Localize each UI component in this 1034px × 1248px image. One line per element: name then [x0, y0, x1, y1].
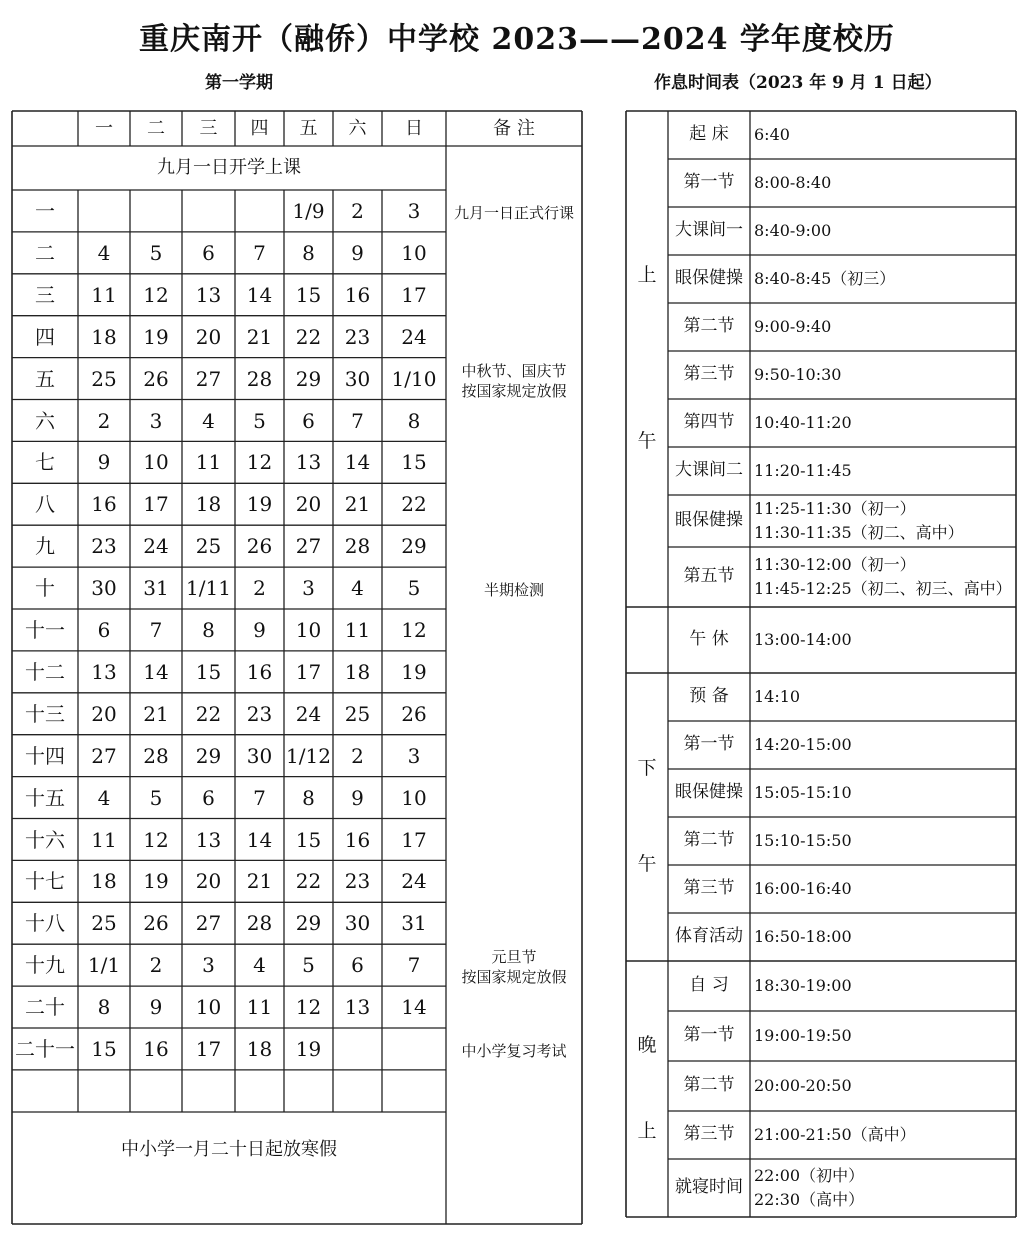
day-cell: 30	[344, 366, 371, 391]
day-cell: 30	[344, 911, 371, 936]
period-time: 9:50-10:30	[754, 365, 842, 384]
day-cell: 18	[246, 1037, 273, 1061]
day-cell: 29	[295, 911, 322, 936]
week-number: 二	[35, 240, 55, 265]
day-cell: 27	[91, 743, 117, 768]
day-cell: 22	[195, 701, 222, 726]
day-cell: 11	[246, 995, 273, 1020]
day-cell: 19	[143, 324, 169, 349]
section-label: 上	[637, 264, 657, 287]
opening-note: 九月一日开学上课	[157, 157, 301, 178]
day-cell: 24	[401, 324, 427, 349]
day-cell: 23	[344, 869, 371, 894]
period-time: 16:00-16:40	[754, 879, 852, 898]
day-cell: 5	[149, 785, 163, 810]
period-name: 第一节	[683, 172, 735, 192]
day-cell: 16	[143, 1037, 169, 1061]
period-time: 11:20-11:45	[754, 461, 852, 480]
day-cell: 3	[407, 743, 421, 768]
day-cell: 29	[195, 743, 222, 768]
day-cell: 23	[91, 534, 117, 559]
day-cell: 20	[195, 869, 222, 894]
day-cell: 25	[91, 366, 117, 391]
day-cell: 16	[344, 827, 371, 852]
day-cell: 18	[91, 324, 117, 349]
period-time: 19:00-19:50	[754, 1026, 852, 1045]
period-name: 第一节	[683, 1025, 735, 1045]
week-number: 十三	[25, 701, 65, 726]
day-cell: 29	[401, 534, 427, 559]
day-cell: 25	[91, 911, 117, 936]
day-cell: 5	[302, 953, 315, 978]
week-number: 十四	[25, 743, 65, 768]
period-time: 18:30-19:00	[754, 976, 852, 995]
day-cell: 19	[143, 869, 169, 894]
week-number: 七	[35, 450, 55, 475]
day-cell: 7	[407, 953, 421, 978]
day-cell: 25	[344, 701, 371, 726]
day-cell: 15	[401, 450, 427, 475]
day-cell: 26	[401, 701, 427, 726]
day-cell: 22	[295, 324, 322, 349]
remark-header: 备 注	[493, 118, 535, 139]
period-name: 起 床	[689, 124, 729, 144]
day-cell: 21	[143, 701, 169, 726]
day-cell: 10	[401, 785, 427, 810]
period-name: 就寝时间	[675, 1177, 743, 1197]
day-cell: 10	[195, 995, 222, 1020]
day-cell: 20	[91, 701, 117, 726]
day-cell: 24	[295, 701, 322, 726]
remark-text: 元旦节	[491, 948, 537, 967]
period-name: 第五节	[683, 566, 735, 586]
day-cell: 9	[351, 240, 364, 265]
period-time: 11:30-12:00（初一）	[754, 555, 916, 574]
period-name: 第三节	[683, 1124, 735, 1144]
day-cell: 17	[143, 492, 169, 517]
period-name: 第二节	[683, 1075, 735, 1095]
day-cell: 19	[401, 659, 427, 684]
day-cell: 19	[295, 1037, 322, 1061]
period-time: 14:20-15:00	[754, 735, 852, 754]
day-cell: 30	[246, 743, 273, 768]
period-time: 11:30-11:35（初二、高中）	[754, 523, 964, 542]
weekday-header: 二	[147, 118, 165, 139]
section-label: 午	[637, 429, 657, 452]
day-cell: 16	[91, 492, 117, 517]
period-time: 6:40	[754, 125, 790, 144]
day-cell: 15	[295, 827, 322, 852]
period-name: 眼保健操	[675, 782, 743, 802]
day-cell: 4	[351, 576, 364, 601]
day-cell: 7	[149, 618, 163, 642]
day-cell: 23	[344, 324, 371, 349]
day-cell: 21	[246, 869, 273, 894]
day-cell: 23	[246, 701, 273, 726]
day-cell: 15	[295, 282, 322, 307]
period-time: 11:25-11:30（初一）	[754, 499, 916, 518]
week-number: 十一	[25, 618, 65, 642]
day-cell: 2	[97, 408, 111, 433]
period-time: 9:00-9:40	[754, 317, 832, 336]
week-number: 十六	[25, 827, 65, 852]
period-name: 第三节	[683, 364, 735, 384]
remark-text: 半期检测	[483, 581, 545, 600]
day-cell: 8	[302, 785, 315, 810]
period-time: 13:00-14:00	[754, 630, 852, 649]
day-cell: 11	[91, 282, 117, 307]
week-number: 十五	[25, 785, 65, 810]
period-name: 预 备	[689, 686, 729, 706]
day-cell: 13	[195, 282, 222, 307]
period-time: 21:00-21:50（高中）	[754, 1125, 916, 1144]
day-cell: 2	[253, 576, 266, 601]
period-time: 15:05-15:10	[754, 783, 852, 802]
day-cell: 4	[97, 785, 111, 810]
day-cell: 13	[344, 995, 371, 1020]
day-cell: 12	[401, 618, 427, 642]
day-cell: 5	[407, 576, 421, 601]
day-cell: 26	[143, 366, 169, 391]
period-time: 8:40-8:45（初三）	[754, 269, 896, 288]
day-cell: 2	[149, 953, 163, 978]
day-cell: 15	[195, 659, 222, 684]
day-cell: 7	[253, 240, 266, 265]
week-number: 十	[35, 576, 55, 601]
day-cell: 8	[407, 408, 421, 433]
day-cell: 28	[246, 911, 273, 936]
day-cell: 3	[407, 199, 421, 223]
day-cell: 5	[149, 240, 163, 265]
day-cell: 2	[351, 199, 364, 223]
day-cell: 14	[246, 827, 273, 852]
day-cell: 21	[344, 492, 371, 517]
day-cell: 17	[195, 1037, 222, 1061]
week-number: 二十一	[15, 1037, 75, 1061]
remark-text: 九月一日正式行课	[453, 203, 575, 222]
section-label: 上	[637, 1119, 657, 1142]
day-cell: 26	[246, 534, 273, 559]
day-cell: 29	[295, 366, 322, 391]
period-name: 自 习	[689, 975, 729, 995]
day-cell: 27	[195, 911, 222, 936]
day-cell: 24	[143, 534, 169, 559]
day-cell: 18	[344, 659, 371, 684]
day-cell: 26	[143, 911, 169, 936]
period-time: 16:50-18:00	[754, 927, 852, 946]
day-cell: 19	[246, 492, 273, 517]
day-cell: 4	[202, 408, 215, 433]
day-cell: 6	[351, 953, 364, 978]
day-cell: 10	[295, 618, 322, 642]
day-cell: 16	[344, 282, 371, 307]
day-cell: 3	[302, 576, 315, 601]
day-cell: 22	[295, 869, 322, 894]
schedule-title: 作息时间表（2023 年 9 月 1 日起）	[654, 73, 942, 93]
day-cell: 27	[195, 366, 222, 391]
week-number: 十二	[25, 659, 65, 684]
day-cell: 12	[295, 995, 322, 1020]
day-cell: 12	[143, 827, 169, 852]
day-cell: 13	[91, 659, 117, 684]
period-time: 8:40-9:00	[754, 221, 832, 240]
day-cell: 14	[401, 995, 427, 1020]
day-cell: 9	[149, 995, 163, 1020]
day-cell: 6	[97, 618, 111, 642]
period-name: 第二节	[683, 830, 735, 850]
day-cell: 30	[91, 576, 117, 601]
day-cell: 8	[302, 240, 315, 265]
day-cell: 4	[97, 240, 111, 265]
section-label: 晚	[637, 1034, 657, 1057]
day-cell: 20	[295, 492, 322, 517]
period-name: 眼保健操	[675, 268, 743, 288]
day-cell: 1/1	[87, 953, 121, 978]
day-cell: 4	[253, 953, 266, 978]
day-cell: 8	[202, 618, 215, 642]
day-cell: 24	[401, 869, 427, 894]
day-cell: 14	[344, 450, 371, 475]
day-cell: 14	[143, 659, 169, 684]
day-cell: 17	[401, 282, 427, 307]
week-number: 三	[35, 282, 55, 307]
week-number: 十八	[25, 911, 65, 936]
vacation-note: 中小学一月二十日起放寒假	[121, 1139, 337, 1160]
period-time: 15:10-15:50	[754, 831, 852, 850]
week-number: 五	[35, 366, 55, 391]
period-name: 眼保健操	[675, 510, 743, 530]
period-name: 大课间二	[675, 460, 743, 480]
period-name: 第一节	[683, 734, 735, 754]
period-name: 午 休	[689, 629, 729, 649]
day-cell: 1/11	[186, 576, 231, 601]
day-cell: 11	[91, 827, 117, 852]
day-cell: 18	[91, 869, 117, 894]
weekday-header: 五	[299, 118, 318, 139]
weekday-header: 日	[405, 118, 423, 139]
day-cell: 25	[195, 534, 222, 559]
week-number: 十七	[25, 869, 65, 894]
day-cell: 18	[195, 492, 222, 517]
period-name: 体育活动	[675, 926, 743, 946]
day-cell: 22	[401, 492, 427, 517]
week-number: 十九	[25, 953, 65, 978]
day-cell: 12	[246, 450, 273, 475]
week-number: 九	[35, 534, 55, 559]
day-cell: 9	[351, 785, 364, 810]
day-cell: 6	[202, 785, 215, 810]
period-time: 22:00（初中）	[754, 1166, 865, 1185]
period-time: 8:00-8:40	[754, 173, 832, 192]
period-name: 第三节	[683, 878, 735, 898]
day-cell: 27	[295, 534, 322, 559]
day-cell: 13	[195, 827, 222, 852]
weekday-header: 三	[199, 118, 218, 139]
week-number: 二十	[25, 995, 65, 1020]
week-number: 一	[35, 199, 55, 223]
period-time: 20:00-20:50	[754, 1076, 852, 1095]
remark-text: 按国家规定放假	[461, 381, 567, 400]
day-cell: 10	[401, 240, 427, 265]
day-cell: 14	[246, 282, 273, 307]
day-cell: 31	[401, 911, 427, 936]
day-cell: 9	[253, 618, 266, 642]
day-cell: 17	[295, 659, 322, 684]
day-cell: 10	[143, 450, 169, 475]
day-cell: 28	[344, 534, 371, 559]
remark-text: 中小学复习考试	[461, 1041, 567, 1060]
period-time: 22:30（高中）	[754, 1190, 865, 1209]
day-cell: 5	[253, 408, 266, 433]
weekday-header: 四	[250, 118, 269, 139]
weekday-header: 一	[95, 118, 113, 139]
day-cell: 7	[253, 785, 266, 810]
day-cell: 21	[246, 324, 273, 349]
day-cell: 11	[195, 450, 222, 475]
period-name: 第二节	[683, 316, 735, 336]
day-cell: 9	[97, 450, 111, 475]
day-cell: 6	[202, 240, 215, 265]
day-cell: 31	[143, 576, 169, 601]
page-title: 重庆南开（融侨）中学校 2023——2024 学年度校历	[139, 22, 895, 57]
day-cell: 11	[344, 618, 371, 642]
day-cell: 1/12	[286, 743, 331, 768]
day-cell: 15	[91, 1037, 117, 1061]
day-cell: 3	[149, 408, 163, 433]
semester-title: 第一学期	[205, 73, 273, 93]
day-cell: 1/9	[292, 199, 325, 223]
day-cell: 3	[202, 953, 215, 978]
period-time: 10:40-11:20	[754, 413, 852, 432]
period-time: 14:10	[754, 687, 801, 706]
day-cell: 28	[143, 743, 169, 768]
day-cell: 2	[351, 743, 364, 768]
day-cell: 8	[97, 995, 111, 1020]
remark-text: 中秋节、国庆节	[461, 361, 567, 380]
day-cell: 17	[401, 827, 427, 852]
day-cell: 20	[195, 324, 222, 349]
day-cell: 1/10	[391, 366, 437, 391]
day-cell: 28	[246, 366, 273, 391]
week-number: 四	[35, 324, 55, 349]
day-cell: 7	[351, 408, 364, 433]
remark-text: 按国家规定放假	[461, 968, 567, 987]
day-cell: 6	[302, 408, 315, 433]
week-number: 六	[35, 408, 55, 433]
period-name: 大课间一	[675, 220, 743, 240]
day-cell: 12	[143, 282, 169, 307]
section-label: 下	[637, 757, 657, 779]
week-number: 八	[35, 492, 55, 517]
day-cell: 16	[246, 659, 273, 684]
section-label: 午	[637, 853, 657, 875]
period-name: 第四节	[683, 412, 735, 432]
period-time: 11:45-12:25（初二、初三、高中）	[754, 579, 1012, 598]
day-cell: 13	[295, 450, 322, 475]
weekday-header: 六	[348, 118, 367, 139]
